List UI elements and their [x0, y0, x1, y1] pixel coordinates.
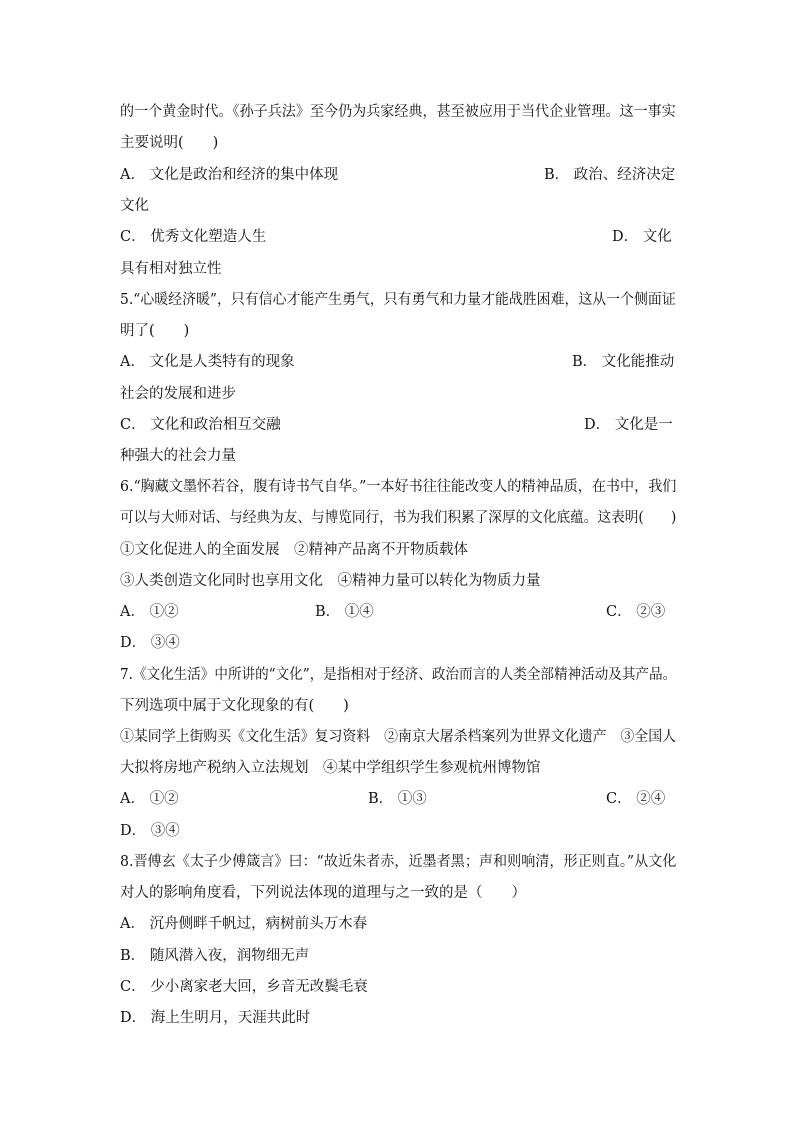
question-8-stem: 8.晋傅玄《太子少傅箴言》曰：“故近朱者赤，近墨者黑；声和则响清，形正则直。”从文化: [120, 854, 677, 870]
option-a: A． ①②: [120, 791, 179, 807]
option-b: B． 文化能推动: [572, 354, 675, 370]
question-stem-line: 可以与大师对话、与经典为友、与博览同行，书为我们积累了深厚的文化底蕴。这表明( ): [120, 510, 677, 526]
option-continuation: 种强大的社会力量: [120, 448, 236, 464]
option-c: C． 文化和政治相互交融: [120, 417, 281, 433]
option-continuation: 社会的发展和进步: [120, 386, 236, 402]
option-b: B． ①④: [315, 604, 374, 620]
question-6-stem: 6.“胸藏文墨怀若谷，腹有诗书气自华。”一本好书往往能改变人的精神品质，在书中，我们: [120, 479, 677, 495]
option-a: A． 文化是人类特有的现象: [120, 354, 295, 370]
question-stem-line: 明了( ): [120, 323, 190, 339]
question-5-stem: 5.“心暖经济暖”，只有信心才能产生勇气，只有勇气和力量才能战胜困难，这从一个侧面证: [120, 292, 676, 308]
statement-line: 大拟将房地产税纳入立法规划 ④某中学组织学生参观杭州博物馆: [120, 760, 541, 776]
option-b: B． ①③: [368, 791, 427, 807]
statement-line: ①文化促进人的全面发展 ②精神产品离不开物质载体: [120, 542, 468, 558]
option-c: C． ②③: [606, 604, 666, 620]
option-b: B． 政治、经济决定: [544, 167, 676, 183]
question-stem-line: 下列选项中属于文化现象的有( ): [120, 698, 349, 714]
option-a: A． 文化是政治和经济的集中体现: [120, 167, 339, 183]
option-b: B． 随风潜入夜，润物细无声: [120, 948, 310, 964]
statement-line: ③人类创造文化同时也享用文化 ④精神力量可以转化为物质力量: [120, 573, 541, 589]
question-stem-line: 对人的影响角度看，下列说法体现的道理与之一致的是（ ）: [120, 885, 526, 901]
statement-line: ①某同学上街购买《文化生活》复习资料 ②南京大屠杀档案列为世界文化遗产 ③全国人: [120, 729, 676, 745]
option-d: D． 海上生明月，天涯共此时: [120, 1010, 311, 1026]
option-row: D． ③④: [120, 823, 180, 839]
option-continuation: 文化: [120, 198, 149, 214]
option-c: C． ②④: [606, 791, 666, 807]
option-continuation: 具有相对独立性: [120, 261, 222, 277]
option-c: C． 优秀文化塑造人生: [120, 229, 267, 245]
text-line: 的一个黄金时代。《孙子兵法》至今仍为兵家经典，甚至被应用于当代企业管理。这一事实: [120, 104, 676, 120]
option-row: D． ③④: [120, 635, 180, 651]
option-c: C． 少小离家老大回，乡音无改鬓毛衰: [120, 979, 368, 995]
option-a: A． ①②: [120, 604, 179, 620]
question-7-stem: 7.《文化生活》中所讲的“文化”，是指相对于经济、政治而言的人类全部精神活动及其产品。: [120, 667, 677, 683]
option-d: D． 文化: [612, 229, 672, 245]
question-stem-line: 主要说明( ): [120, 135, 219, 151]
option-a: A． 沉舟侧畔千帆过，病树前头万木春: [120, 916, 368, 932]
option-d: D． 文化是一: [584, 417, 673, 433]
